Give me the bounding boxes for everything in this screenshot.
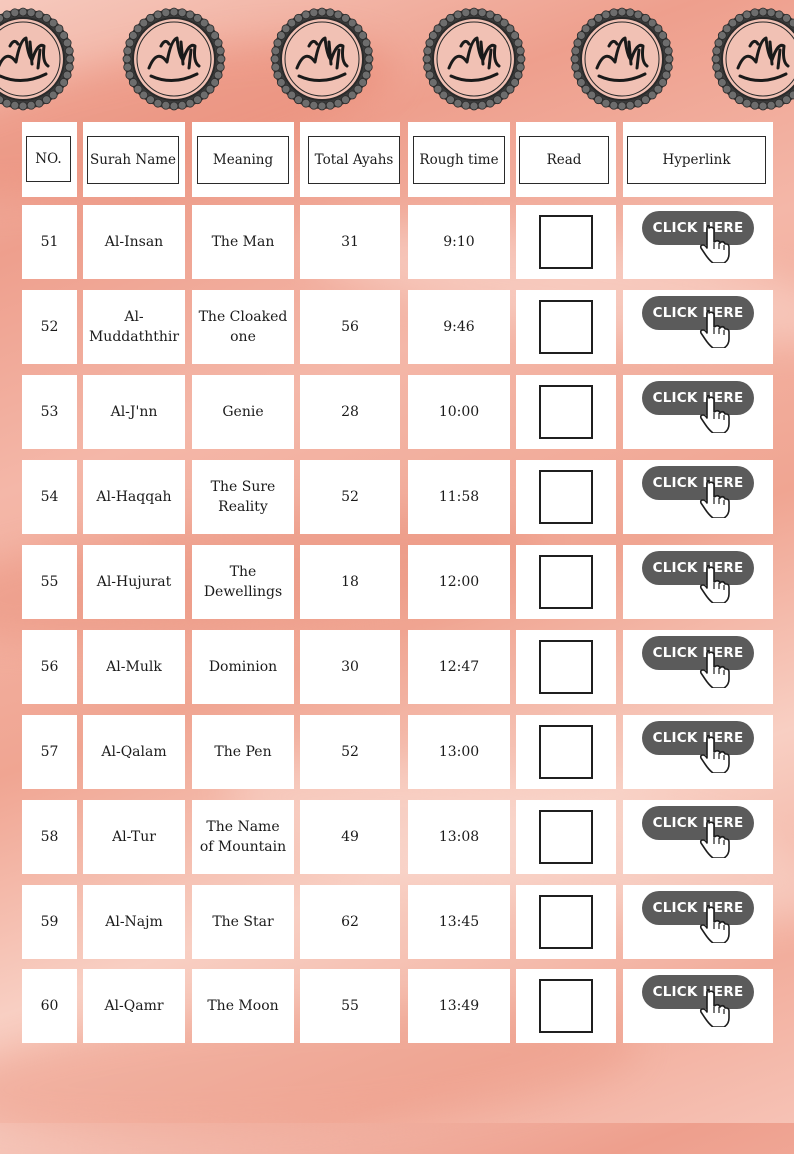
cell-number-text: 53 <box>40 404 59 420</box>
header-meaning-cell <box>192 122 294 197</box>
cell-meaning <box>192 375 294 449</box>
pointer-hand-icon <box>698 480 732 518</box>
cell-number-text: 60 <box>40 998 59 1014</box>
pointer-hand-icon <box>698 650 732 688</box>
cell-rough-time <box>408 800 510 874</box>
header-surah-name-cell <box>83 122 185 197</box>
cell-meaning-text: The Moon <box>207 998 279 1014</box>
header-meaning: Meaning <box>197 136 289 184</box>
cell-total-ayahs <box>300 460 400 534</box>
click-here-button[interactable] <box>642 806 754 840</box>
click-here-label: CLICK HERE <box>652 390 744 406</box>
cell-hyperlink <box>623 375 773 449</box>
cell-number-text: 56 <box>40 659 59 675</box>
read-checkbox[interactable] <box>539 385 593 439</box>
cell-read <box>516 969 616 1043</box>
header-no: NO. <box>26 136 71 182</box>
click-here-button[interactable] <box>642 891 754 925</box>
click-here-button[interactable] <box>642 381 754 415</box>
read-checkbox[interactable] <box>539 470 593 524</box>
cell-total-ayahs <box>300 885 400 959</box>
cell-total-ayahs-text: 31 <box>341 234 359 250</box>
header-rough-time-cell <box>408 122 510 197</box>
cell-rough-time <box>408 885 510 959</box>
cell-rough-time <box>408 969 510 1043</box>
cell-number-text: 52 <box>40 319 59 335</box>
cell-total-ayahs <box>300 205 400 279</box>
cell-read <box>516 715 616 789</box>
cell-surah-name <box>83 630 185 704</box>
quran-calligraphy-medallion-icon <box>710 6 794 112</box>
pointer-hand-icon <box>698 735 732 773</box>
cell-rough-time-text: 13:49 <box>438 998 480 1014</box>
cell-meaning <box>192 545 294 619</box>
pointer-hand-icon <box>698 225 732 263</box>
cell-rough-time-text: 9:10 <box>443 234 475 250</box>
cell-total-ayahs-text: 56 <box>341 319 359 335</box>
pointer-hand-icon <box>698 395 732 433</box>
cell-surah-name <box>83 290 185 364</box>
cell-rough-time-text: 11:58 <box>438 489 480 505</box>
cell-surah-name-text: Al-Insan <box>104 234 164 250</box>
cell-meaning-text: The Pen <box>214 744 272 760</box>
read-checkbox[interactable] <box>539 725 593 779</box>
cell-surah-name <box>83 800 185 874</box>
cell-hyperlink <box>623 290 773 364</box>
header-no-cell <box>22 122 77 197</box>
cell-surah-name-text: Al-Haqqah <box>96 489 172 505</box>
click-here-button[interactable] <box>642 975 754 1009</box>
cell-number <box>22 969 77 1043</box>
click-here-button[interactable] <box>642 636 754 670</box>
cell-surah-name <box>83 969 185 1043</box>
pointer-hand-icon <box>698 905 732 943</box>
cell-total-ayahs <box>300 800 400 874</box>
cell-rough-time <box>408 460 510 534</box>
cell-rough-time <box>408 375 510 449</box>
click-here-label: CLICK HERE <box>652 730 744 746</box>
click-here-button[interactable] <box>642 551 754 585</box>
cell-meaning-text: The Man <box>211 234 275 250</box>
cell-number <box>22 800 77 874</box>
cell-number-text: 59 <box>40 914 59 930</box>
cell-meaning-text: The Sure Reality <box>210 479 276 515</box>
cell-surah-name <box>83 375 185 449</box>
cell-surah-name <box>83 205 185 279</box>
cell-surah-name-text: Al-Najm <box>105 914 163 930</box>
cell-meaning-text: The Cloaked one <box>198 309 288 345</box>
click-here-label: CLICK HERE <box>652 560 744 576</box>
cell-surah-name <box>83 715 185 789</box>
click-here-button[interactable] <box>642 721 754 755</box>
quran-calligraphy-medallion-icon <box>569 6 675 112</box>
cell-total-ayahs-text: 49 <box>341 829 359 845</box>
cell-meaning <box>192 205 294 279</box>
cell-number <box>22 715 77 789</box>
cell-number <box>22 460 77 534</box>
pointer-hand-icon <box>698 310 732 348</box>
cell-rough-time-text: 13:00 <box>438 744 480 760</box>
cell-rough-time-text: 9:46 <box>443 319 475 335</box>
pointer-hand-icon <box>698 565 732 603</box>
cell-rough-time-text: 12:47 <box>438 659 480 675</box>
cell-rough-time-text: 12:00 <box>438 574 480 590</box>
cell-rough-time <box>408 205 510 279</box>
cell-rough-time <box>408 630 510 704</box>
click-here-label: CLICK HERE <box>652 900 744 916</box>
cell-meaning <box>192 630 294 704</box>
cell-meaning-text: The Dewellings <box>203 564 283 600</box>
cell-total-ayahs-text: 18 <box>341 574 359 590</box>
cell-rough-time <box>408 545 510 619</box>
cell-meaning <box>192 969 294 1043</box>
header-total-ayahs: Total Ayahs <box>308 136 400 184</box>
pointer-hand-icon <box>698 820 732 858</box>
cell-rough-time-text: 13:08 <box>438 829 480 845</box>
cell-meaning <box>192 800 294 874</box>
cell-number-text: 58 <box>40 829 59 845</box>
cell-rough-time-text: 10:00 <box>438 404 480 420</box>
cell-total-ayahs-text: 30 <box>341 659 359 675</box>
cell-read <box>516 205 616 279</box>
cell-total-ayahs-text: 55 <box>341 998 359 1014</box>
cell-hyperlink <box>623 460 773 534</box>
medallion-banner <box>0 0 794 118</box>
cell-surah-name-text: Al-Mulk <box>106 659 162 675</box>
cell-total-ayahs <box>300 545 400 619</box>
cell-surah-name-text: Al-Hujurat <box>96 574 172 590</box>
click-here-button[interactable] <box>642 466 754 500</box>
read-checkbox[interactable] <box>539 810 593 864</box>
cell-total-ayahs-text: 52 <box>341 744 359 760</box>
cell-number <box>22 205 77 279</box>
cell-number-text: 54 <box>40 489 59 505</box>
click-here-button[interactable] <box>642 211 754 245</box>
pointer-hand-icon <box>698 989 732 1027</box>
read-checkbox[interactable] <box>539 895 593 949</box>
cell-surah-name-text: Al-Qamr <box>104 998 164 1014</box>
cell-surah-name-text: Al-Tur <box>112 829 156 845</box>
cell-number-text: 51 <box>40 234 59 250</box>
cell-read <box>516 630 616 704</box>
cell-number <box>22 545 77 619</box>
read-checkbox[interactable] <box>539 300 593 354</box>
cell-meaning-text: The Name of Mountain <box>199 819 287 855</box>
cell-surah-name <box>83 885 185 959</box>
click-here-label: CLICK HERE <box>652 475 744 491</box>
cell-number-text: 55 <box>40 574 59 590</box>
read-checkbox[interactable] <box>539 555 593 609</box>
quran-calligraphy-medallion-icon <box>421 6 527 112</box>
header-rough-time: Rough time <box>413 136 505 184</box>
cell-hyperlink <box>623 205 773 279</box>
cell-hyperlink <box>623 969 773 1043</box>
cell-rough-time <box>408 290 510 364</box>
cell-meaning <box>192 715 294 789</box>
cell-meaning-text: Genie <box>222 404 264 420</box>
header-total-ayahs-cell <box>300 122 400 197</box>
click-here-label: CLICK HERE <box>652 220 744 236</box>
cell-meaning-text: The Star <box>212 914 274 930</box>
cell-rough-time-text: 13:45 <box>438 914 480 930</box>
cell-total-ayahs-text: 28 <box>341 404 359 420</box>
cell-total-ayahs-text: 62 <box>341 914 359 930</box>
click-here-label: CLICK HERE <box>652 984 744 1000</box>
cell-number <box>22 630 77 704</box>
cell-total-ayahs <box>300 715 400 789</box>
cell-total-ayahs <box>300 630 400 704</box>
cell-number <box>22 885 77 959</box>
cell-meaning <box>192 885 294 959</box>
cell-number-text: 57 <box>40 744 59 760</box>
click-here-button[interactable] <box>642 296 754 330</box>
cell-read <box>516 800 616 874</box>
read-checkbox[interactable] <box>539 979 593 1033</box>
quran-calligraphy-medallion-icon <box>121 6 227 112</box>
cell-read <box>516 375 616 449</box>
cell-surah-name-text: Al-J'nn <box>110 404 158 420</box>
click-here-label: CLICK HERE <box>652 815 744 831</box>
header-read: Read <box>519 136 609 184</box>
cell-number <box>22 290 77 364</box>
quran-calligraphy-medallion-icon <box>0 6 76 112</box>
read-checkbox[interactable] <box>539 215 593 269</box>
cell-hyperlink <box>623 715 773 789</box>
cell-read <box>516 885 616 959</box>
read-checkbox[interactable] <box>539 640 593 694</box>
cell-rough-time <box>408 715 510 789</box>
cell-surah-name-text: Al-Muddaththir <box>88 309 180 345</box>
click-here-label: CLICK HERE <box>652 645 744 661</box>
cell-surah-name <box>83 460 185 534</box>
cell-surah-name-text: Al-Qalam <box>101 744 167 760</box>
cell-meaning-text: Dominion <box>208 659 278 675</box>
header-hyperlink: Hyperlink <box>627 136 766 184</box>
cell-read <box>516 545 616 619</box>
cell-surah-name <box>83 545 185 619</box>
cell-read <box>516 460 616 534</box>
cell-total-ayahs <box>300 969 400 1043</box>
header-hyperlink-cell <box>623 122 773 197</box>
cell-hyperlink <box>623 630 773 704</box>
cell-number <box>22 375 77 449</box>
cell-total-ayahs <box>300 375 400 449</box>
quran-calligraphy-medallion-icon <box>269 6 375 112</box>
cell-meaning <box>192 290 294 364</box>
cell-read <box>516 290 616 364</box>
click-here-label: CLICK HERE <box>652 305 744 321</box>
cell-total-ayahs <box>300 290 400 364</box>
cell-meaning <box>192 460 294 534</box>
header-surah-name: Surah Name <box>87 136 179 184</box>
header-read-cell <box>516 122 616 197</box>
cell-hyperlink <box>623 545 773 619</box>
cell-hyperlink <box>623 885 773 959</box>
cell-hyperlink <box>623 800 773 874</box>
cell-total-ayahs-text: 52 <box>341 489 359 505</box>
